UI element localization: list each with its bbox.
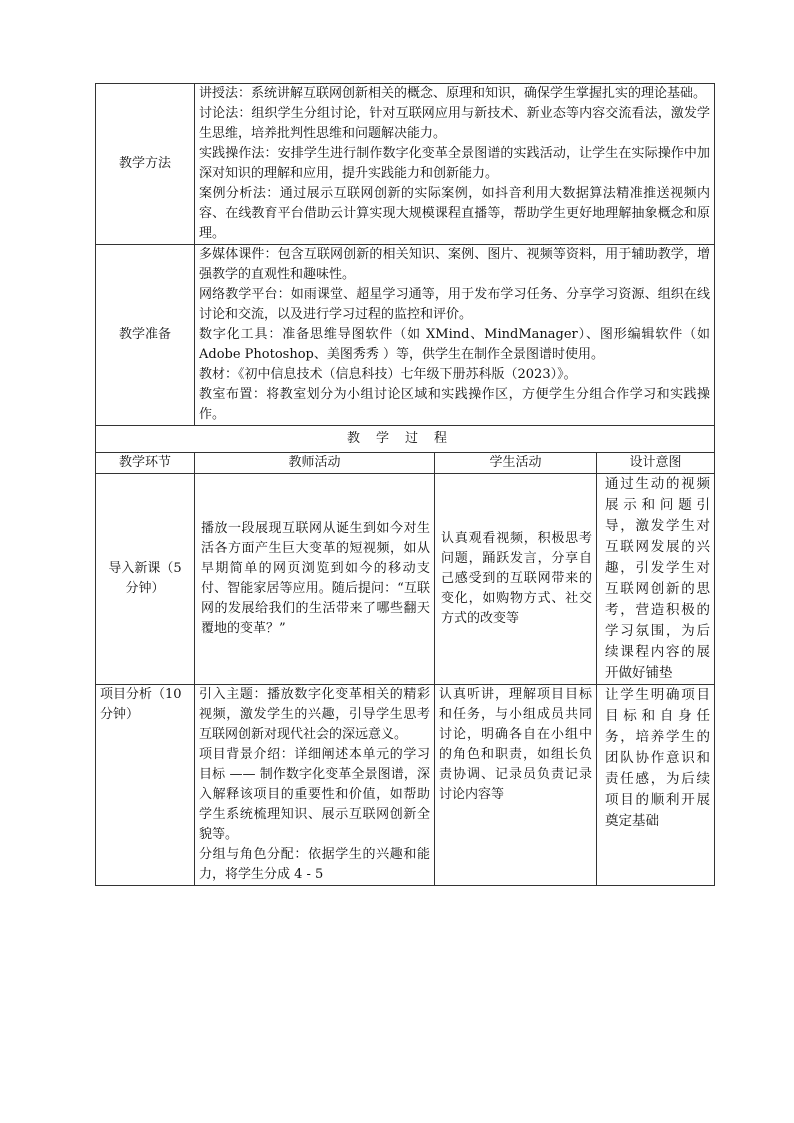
teacher-paragraph-background: 项目背景介绍：详细阐述本单元的学习目标 —— 制作数字化变革全景图谱，深入解释该项目的重要性和价值，如帮助学生系统梳理知识、展示互联网创新全貌等。	[199, 747, 430, 842]
header-intent: 设计意图	[597, 453, 715, 474]
student-cell: 认真观看视频，积极思考问题，踊跃发言，分享自己感受到的互联网带来的变化，如购物方式、社交方式的改变等	[435, 474, 597, 685]
header-student: 学生活动	[435, 453, 597, 474]
preparation-row	[96, 245, 715, 426]
process-title-row	[96, 426, 715, 453]
intent-cell: 让学生明确项目目标和自身任务，培养学生的团队协作意识和责任感，为后续项目的顺利开展奠定基础	[597, 685, 715, 886]
method-lecture: 讲授法：系统讲解互联网创新相关的概念、原理和知识，确保学生掌握扎实的理论基础。	[199, 86, 707, 101]
header-stage: 教学环节	[96, 453, 195, 474]
process-header-row	[96, 453, 715, 474]
preparation-label: 教学准备	[96, 245, 195, 426]
prep-platform: 网络教学平台：如雨课堂、超星学习通等，用于发布学习任务、分享学习资源、组织在线讨论和交流，以及进行学习过程的监控和评价。	[199, 287, 711, 322]
lesson-plan-table	[95, 83, 715, 886]
preparation-content	[195, 245, 715, 426]
process-row-analysis	[96, 685, 715, 886]
prep-classroom: 教室布置：将教室划分为小组讨论区域和实践操作区，方便学生分组合作学习和实践操作。	[199, 387, 711, 422]
method-case: 案例分析法：通过展示互联网创新的实际案例，如抖音利用大数据算法精准推送视频内容、在线教育平台借助云计算实现大规模课程直播等，帮助学生更好地理解抽象概念和原理。	[199, 186, 711, 241]
prep-textbook: 教材：《初中信息技术（信息科技）七年级下册苏科版（2023）》。	[199, 367, 577, 382]
method-discussion: 讨论法：组织学生分组讨论，针对互联网应用与新技术、新业态等内容交流看法，激发学生思维，培养批判性思维和问题解决能力。	[199, 106, 711, 141]
stage-cell: 项目分析（10 分钟）	[96, 685, 195, 886]
prep-tools: 数字化工具：准备思维导图软件（如 XMind、MindManager）、图形编辑软件（如 Adobe Photoshop、美图秀秀 ）等，供学生在制作全景图谱时使用。	[199, 327, 711, 362]
teacher-paragraph: 播放一段展现互联网从诞生到如今对生活各方面产生巨大变革的短视频，如从早期简单的网页浏览到如今的移动支付、智能家居等应用。随后提问：“互联网的发展给我们的生活带来了哪些翻天覆地的变革？”	[201, 521, 430, 636]
methods-content	[195, 84, 715, 245]
stage-cell: 导入新课（5 分钟）	[96, 474, 195, 685]
header-teacher: 教师活动	[195, 453, 435, 474]
process-title: 教学过程	[96, 426, 715, 453]
method-practice: 实践操作法：安排学生进行制作数字化变革全景图谱的实践活动，让学生在实际操作中加深对知识的理解和应用，提升实践能力和创新能力。	[199, 146, 711, 181]
teacher-cell	[195, 685, 435, 886]
teacher-paragraph-topic: 引入主题：播放数字化变革相关的精彩视频，激发学生的兴趣，引导学生思考互联网创新对现代社会的深远意义。	[199, 687, 430, 742]
teacher-cell	[195, 474, 435, 685]
student-cell: 认真听讲，理解项目目标和任务，与小组成员共同讨论，明确各自在小组中的角色和职责，如组长负责协调、记录员负责记录讨论内容等	[435, 685, 597, 886]
methods-label: 教学方法	[96, 84, 195, 245]
lesson-plan-page	[95, 83, 714, 886]
process-row-intro	[96, 474, 715, 685]
prep-courseware: 多媒体课件：包含互联网创新的相关知识、案例、图片、视频等资料，用于辅助教学，增强教学的直观性和趣味性。	[199, 247, 711, 282]
teacher-paragraph-grouping: 分组与角色分配：依据学生的兴趣和能力，将学生分成 4 - 5	[199, 847, 430, 882]
intent-cell: 通过生动的视频展示和问题引导，激发学生对互联网发展的兴趣，引发学生对互联网创新的思考，营造积极的学习氛围，为后续课程内容的展开做好铺垫	[597, 474, 715, 685]
methods-row	[96, 84, 715, 245]
